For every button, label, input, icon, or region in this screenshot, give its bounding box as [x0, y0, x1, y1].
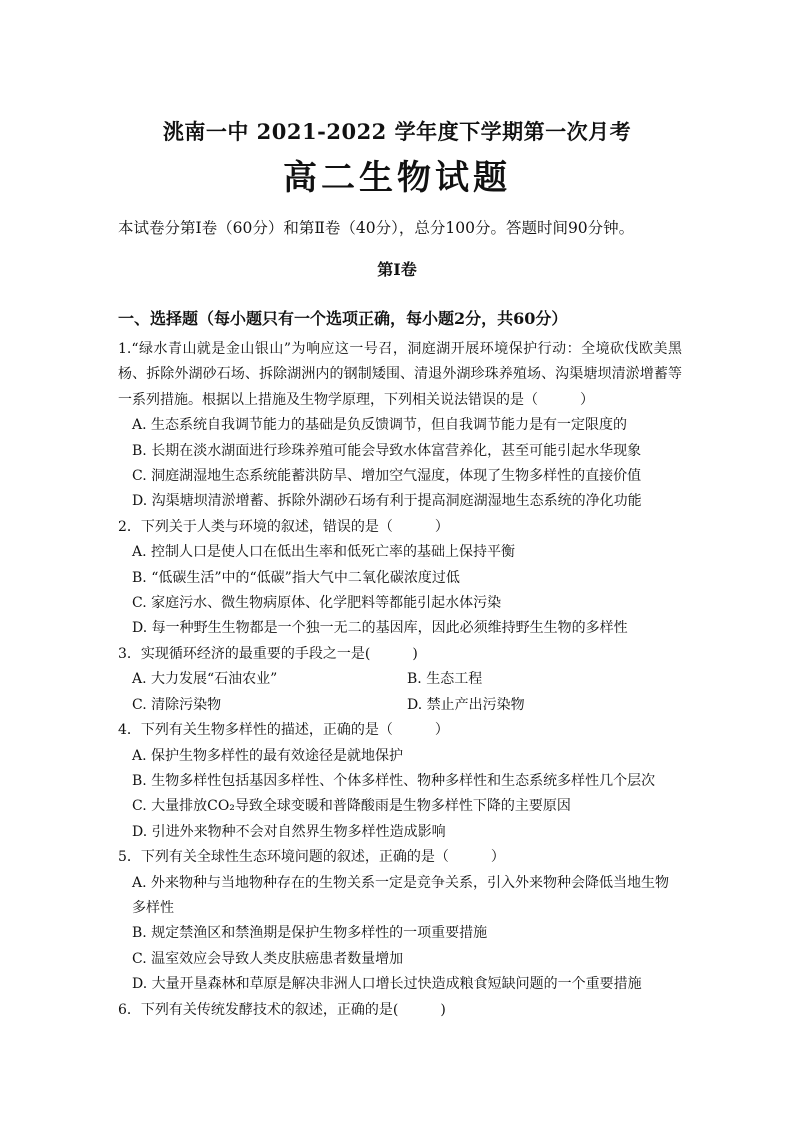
option-b: B. 规定禁渔区和禁渔期是保护生物多样性的一项重要措施: [132, 925, 488, 942]
school-exam-title: 洮南一中 2021-2022 学年度下学期第一次月考: [162, 119, 632, 144]
question-5: [118, 845, 682, 997]
option-b: B. 生物多样性包括基因多样性、个体多样性、物种多样性和生态系统多样性几个层次: [132, 772, 656, 789]
option-row: [118, 693, 682, 718]
part-title: 第Ⅰ卷: [377, 260, 417, 279]
question-3: [118, 642, 682, 718]
option-row: [118, 667, 682, 692]
option-d: D. 大量开垦森林和草原是解决非洲人口增长过快造成粮食短缺问题的一个重要措施: [132, 976, 642, 993]
option-b: B. “低碳生活”中的“低碳”指大气中二氧化碳浓度过低: [132, 569, 460, 586]
option-a: A. 外来物种与当地物种存在的生物关系一定是竞争关系，引入外来物种会降低当地生物多样性: [132, 874, 670, 916]
option-d: D. 沟渠塘坝清淤增蓄、拆除外湖砂石场有利于提高洞庭湖湿地生态系统的净化功能: [132, 493, 642, 510]
question-2: [118, 515, 682, 642]
question-stem: 5．下列有关全球性生态环境问题的叙述，正确的是（ ）: [118, 849, 505, 866]
question-stem: 4．下列有关生物多样性的描述，正确的是（ ）: [118, 722, 449, 739]
question-stem: 1.“绿水青山就是金山银山”为响应这一号召，洞庭湖开展环境保护行动：全境砍伐欧美黑杨、拆除外湖砂石场、拆除湖洲内的钢制矮围、清退外湖珍珠养殖场、沟渠塘坝清淤增蓄等一系列措施。根据以上措施及生物学原理，下列相关说法错误的是（ ）: [118, 341, 682, 408]
option-c: C. 家庭污水、微生物病原体、化学肥料等都能引起水体污染: [132, 595, 502, 612]
question-6: [118, 998, 682, 1023]
option-a: A. 大力发展“石油农业”: [132, 671, 278, 688]
option-c: C. 清除污染物: [132, 696, 222, 713]
option-c: C. 洞庭湖湿地生态系统能蓄洪防旱、增加空气湿度，体现了生物多样性的直接价值: [132, 468, 642, 485]
question-stem: 3．实现循环经济的最重要的手段之一是( ): [118, 645, 418, 662]
option-b: B. 生态工程: [407, 671, 483, 688]
option-a: A. 生态系统自我调节能力的基础是负反馈调节，但自我调节能力是有一定限度的: [132, 417, 628, 434]
option-d: D. 禁止产出污染物: [407, 696, 525, 713]
option-a: A. 控制人口是使人口在低出生率和低死亡率的基础上保持平衡: [132, 544, 516, 561]
option-a: A. 保护生物多样性的最有效途径是就地保护: [132, 747, 404, 764]
option-c: C. 温室效应会导致人类皮肤癌患者数量增加: [132, 950, 404, 967]
question-1: [118, 337, 682, 515]
question-4: [118, 718, 682, 845]
option-b: B. 长期在淡水湖面进行珍珠养殖可能会导致水体富营养化，甚至可能引起水华现象: [132, 442, 642, 459]
option-c: C. 大量排放CO₂导致全球变暖和普降酸雨是生物多样性下降的主要原因: [132, 798, 571, 815]
exam-intro: 本试卷分第Ⅰ卷（60分）和第Ⅱ卷（40分），总分100分。答题时间90分钟。: [118, 219, 635, 237]
question-stem: 6．下列有关传统发酵技术的叙述，正确的是( ): [118, 1001, 446, 1018]
question-list: [118, 337, 682, 1023]
question-stem: 2．下列关于人类与环境的叙述，错误的是（ ）: [118, 518, 449, 535]
option-d: D. 引进外来物种不会对自然界生物多样性造成影响: [132, 823, 446, 840]
section-title: 一、选择题（每小题只有一个选项正确，每小题2分，共60分）: [118, 309, 568, 328]
option-d: D. 每一种野生生物都是一个独一无二的基因库，因此必须维持野生生物的多样性: [132, 620, 628, 637]
exam-subject-title: 高二生物试题: [283, 158, 511, 198]
